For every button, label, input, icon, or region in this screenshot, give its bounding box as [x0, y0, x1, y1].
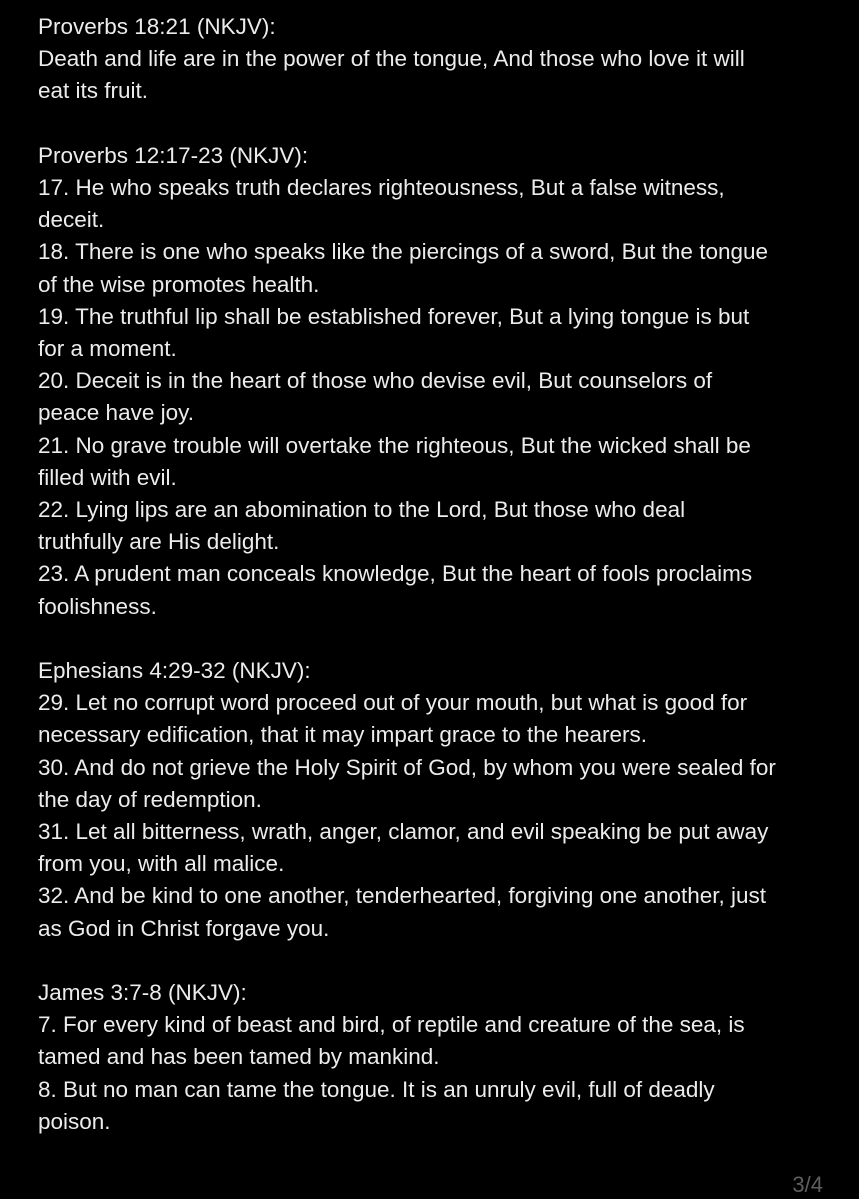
verse-line: 18. There is one who speaks like the piercings of a sword, But the tongue	[38, 239, 769, 265]
verse-line: 29. Let no corrupt word proceed out of your mouth, but what is good for	[38, 690, 748, 716]
verse-line: 32. And be kind to one another, tenderhearted, forgiving one another, just	[38, 883, 767, 909]
passage-heading: James 3:7-8 (NKJV):	[38, 980, 247, 1006]
paragraph-gap	[38, 623, 828, 655]
page-indicator: 3/4	[792, 1172, 823, 1197]
verse-line: as God in Christ forgave you.	[38, 915, 330, 941]
verse-line: 22. Lying lips are an abomination to the Lord, But those who deal	[38, 497, 686, 523]
verse-line: tamed and has been tamed by mankind.	[38, 1044, 440, 1070]
passage-proverbs-12	[38, 140, 828, 623]
verse-line: 8. But no man can tame the tongue. It is an unruly evil, full of deadly	[38, 1076, 715, 1102]
verse-line: necessary edification, that it may impart grace to the hearers.	[38, 722, 648, 748]
passage-james-3	[38, 977, 828, 1138]
verse-line: 31. Let all bitterness, wrath, anger, clamor, and evil speaking be put away	[38, 819, 769, 845]
verse-line: 21. No grave trouble will overtake the righteous, But the wicked shall be	[38, 432, 751, 458]
verse-line: truthfully are His delight.	[38, 529, 280, 555]
verse-line: 20. Deceit is in the heart of those who devise evil, But counselors of	[38, 368, 713, 394]
verse-line: 19. The truthful lip shall be established forever, But a lying tongue is but	[38, 303, 750, 329]
passage-heading: Proverbs 18:21 (NKJV):	[38, 14, 276, 39]
verse-line: foolishness.	[38, 593, 157, 619]
verse-line: from you, with all malice.	[38, 851, 285, 877]
verse-line: peace have joy.	[38, 400, 194, 426]
paragraph-gap	[38, 945, 828, 977]
verse-line: the day of redemption.	[38, 786, 262, 812]
verse-line: poison.	[38, 1108, 111, 1134]
passage-ephesians-4	[38, 655, 828, 945]
verse-line: of the wise promotes health.	[38, 271, 320, 297]
scripture-text-content	[38, 11, 828, 1138]
passage-proverbs-18	[38, 11, 828, 108]
verse-line: 7. For every kind of beast and bird, of reptile and creature of the sea, is	[38, 1012, 745, 1038]
verse-line: 30. And do not grieve the Holy Spirit of God, by whom you were sealed for	[38, 754, 776, 780]
verse-line: eat its fruit.	[38, 78, 149, 104]
verse-line: 23. A prudent man conceals knowledge, But the heart of fools proclaims	[38, 561, 753, 587]
paragraph-gap	[38, 108, 828, 140]
passage-heading: Proverbs 12:17-23 (NKJV):	[38, 142, 309, 168]
verse-line: for a moment.	[38, 336, 177, 362]
verse-line: 17. He who speaks truth declares righteousness, But a false witness,	[38, 175, 725, 200]
verse-line: deceit.	[38, 207, 105, 233]
verse-line: Death and life are in the power of the tongue, And those who love it will	[38, 46, 745, 72]
passage-heading: Ephesians 4:29-32 (NKJV):	[38, 658, 311, 684]
verse-line: filled with evil.	[38, 464, 177, 490]
